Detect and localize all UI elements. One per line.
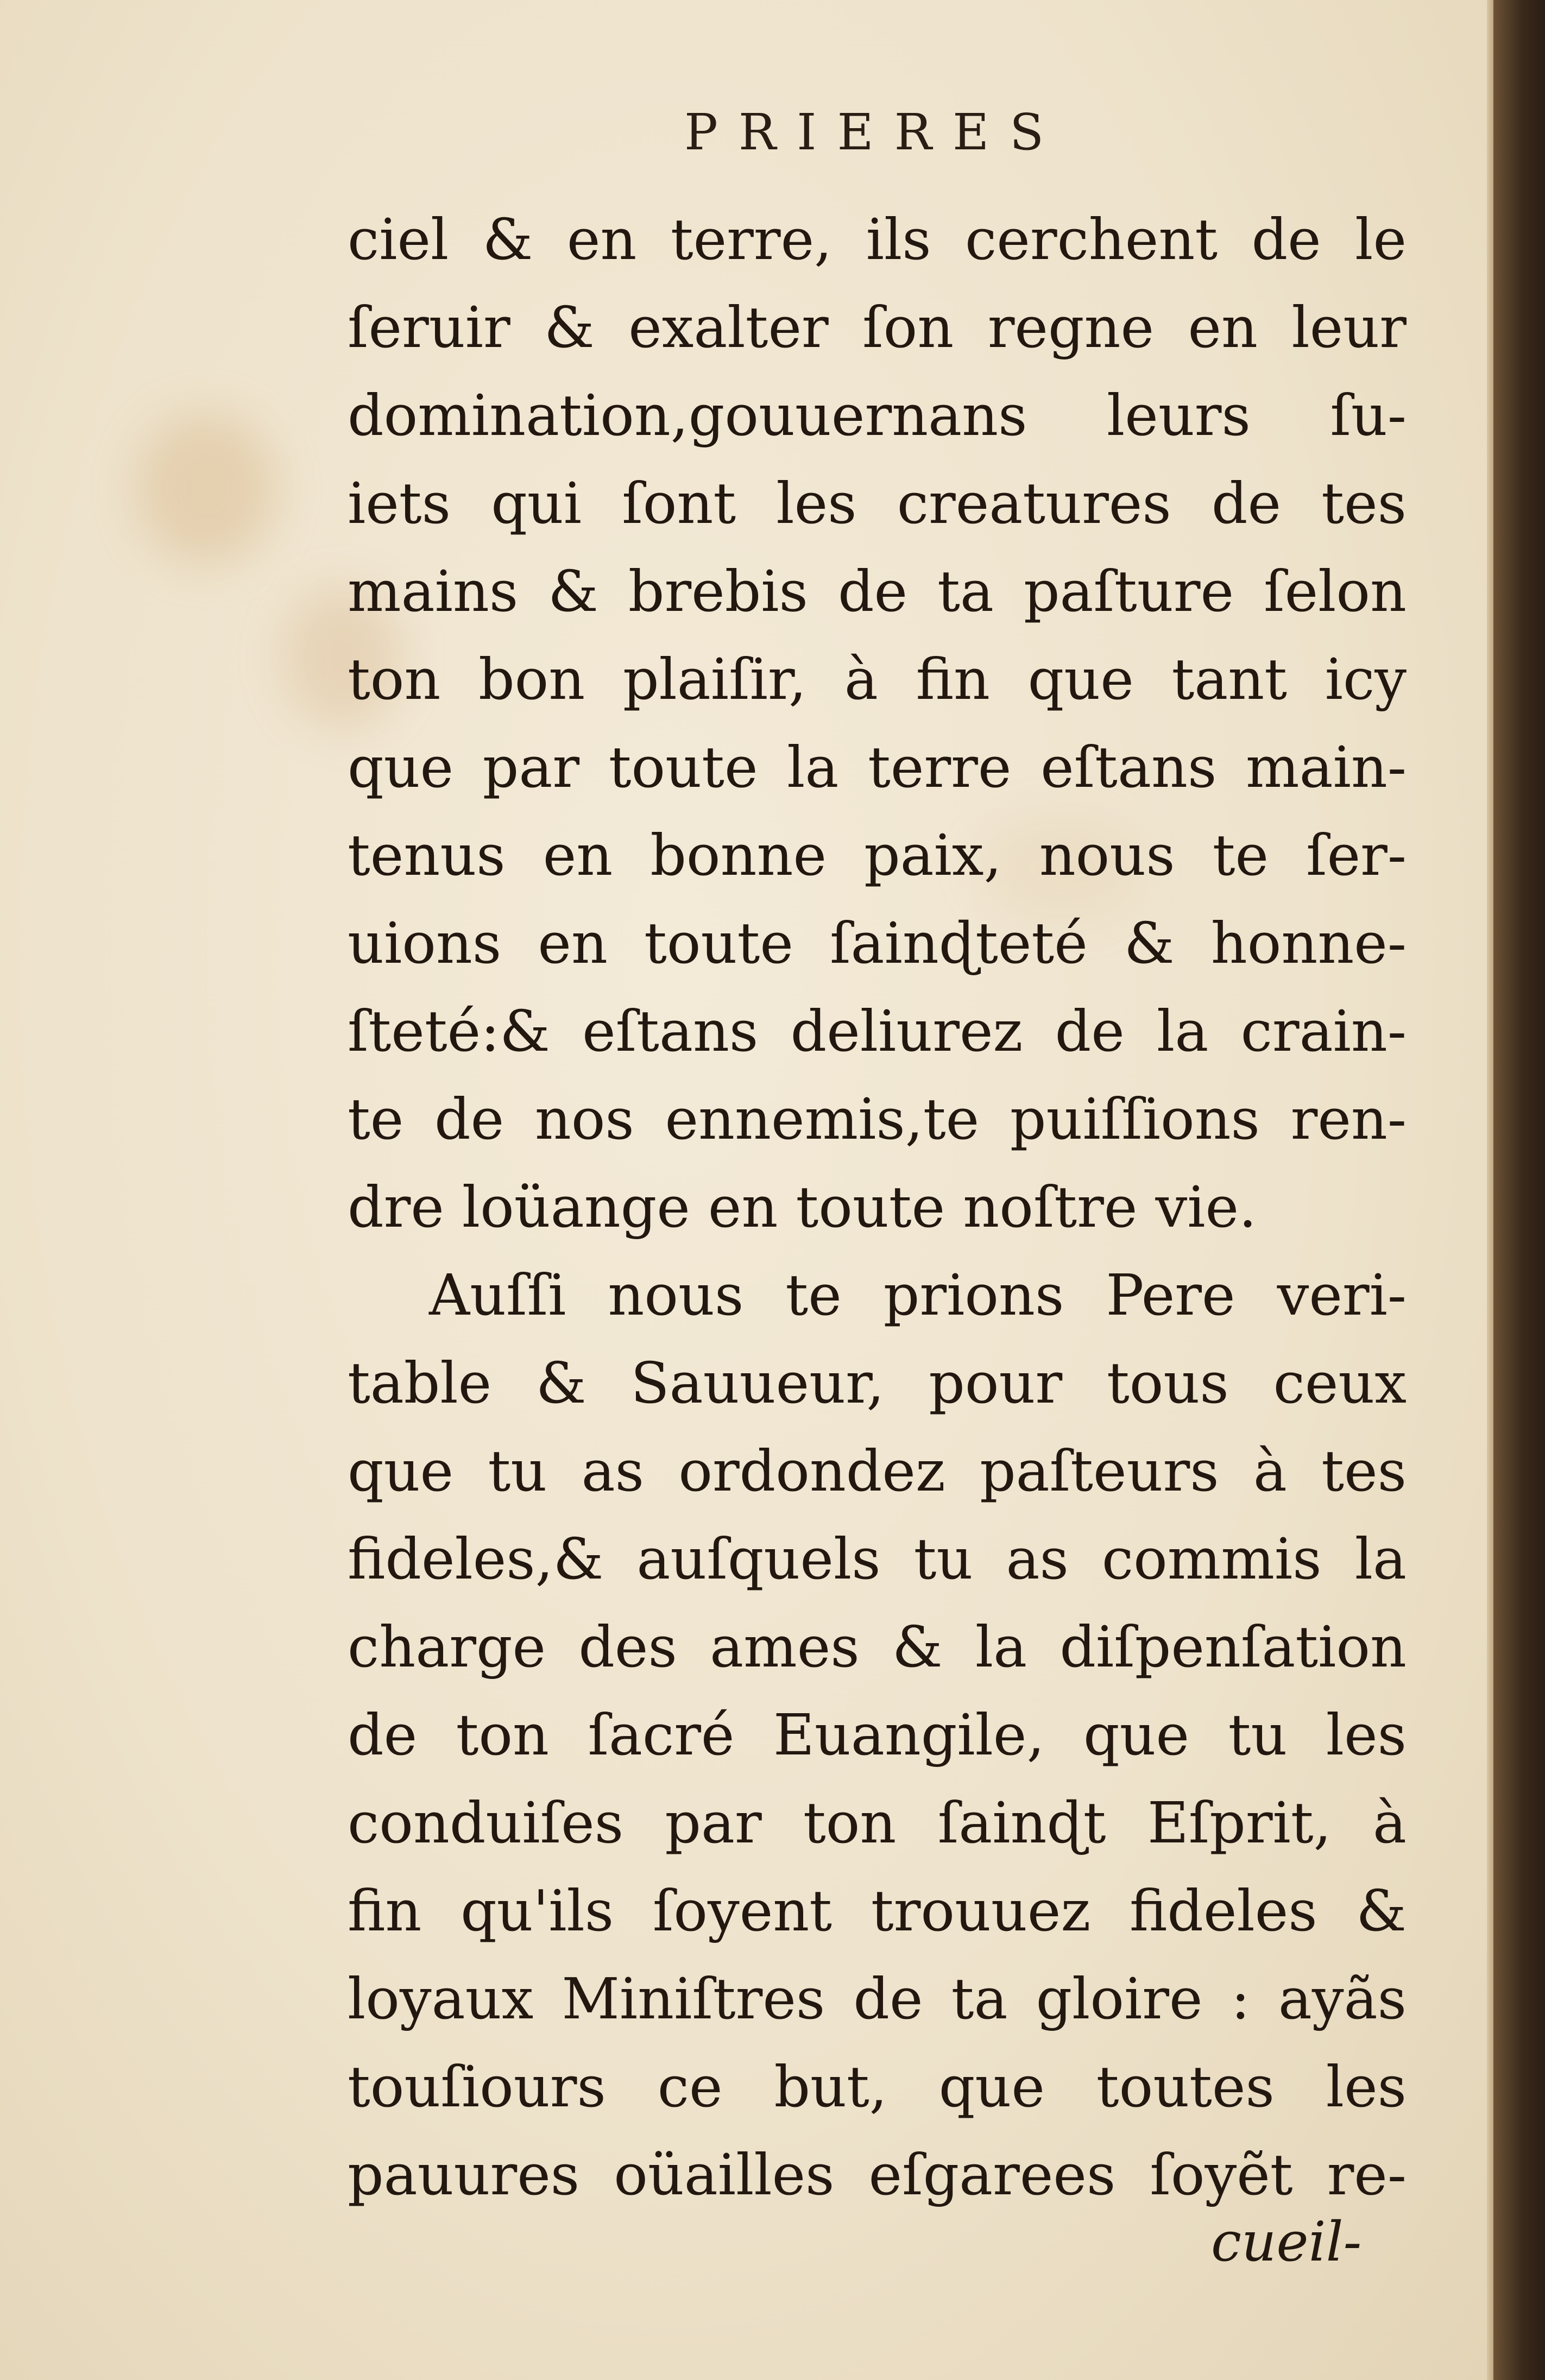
text-line: iets qui ſont les creatures de tes — [348, 470, 1407, 536]
text-line: domination,gouuernans leurs ſu- — [348, 382, 1407, 449]
body-text — [348, 195, 1407, 2219]
text-line: ſeruir & exalter ſon regne en leur — [348, 294, 1407, 361]
running-head: PRIERES — [684, 103, 1065, 161]
text-line: loyaux Miniſtres de ta gloire : ayãs — [348, 1966, 1407, 2032]
text-line: te de nos ennemis,te puiſſions ren- — [348, 1086, 1407, 1152]
text-line-paragraph-start: Auſſi nous te prions Pere veri- — [429, 1262, 1407, 1328]
text-line: fin qu'ils ſoyent trouuez fideles & — [348, 1878, 1407, 1944]
text-line: conduiſes par ton ſainɖt Eſprit, à — [348, 1790, 1407, 1856]
text-line: charge des ames & la diſpenſation — [348, 1614, 1407, 1680]
text-line: ton bon plaiſir, à fin que tant icy — [348, 646, 1407, 712]
foxing-stain — [136, 413, 277, 565]
text-line: pauures oüailles eſgarees ſoyẽt re- — [348, 2142, 1407, 2208]
text-line: table & Sauueur, pour tous ceux — [348, 1350, 1407, 1416]
text-line: uions en toute ſainɖteté & honne- — [348, 910, 1407, 976]
text-line: ciel & en terre, ils cerchent de le — [348, 206, 1407, 273]
text-line: ſteté:& eſtans deliurez de la crain- — [348, 998, 1407, 1064]
text-line: tenus en bonne paix, nous te ſer- — [348, 822, 1407, 888]
book-binding — [1493, 0, 1545, 2380]
text-line: que tu as ordondez paſteurs à tes — [348, 1438, 1407, 1504]
text-line: fideles,& auſquels tu as commis la — [348, 1526, 1407, 1592]
text-line: touſiours ce but, que toutes les — [348, 2054, 1407, 2120]
text-line: de ton ſacré Euangile, que tu les — [348, 1702, 1407, 1768]
text-line-paragraph-end: dre loüange en toute noſtre vie. — [348, 1174, 1257, 1240]
text-line: mains & brebis de ta paſture ſelon — [348, 558, 1407, 624]
text-line: que par toute la terre eſtans main- — [348, 734, 1407, 800]
catchword: cueil- — [1211, 2210, 1362, 2274]
